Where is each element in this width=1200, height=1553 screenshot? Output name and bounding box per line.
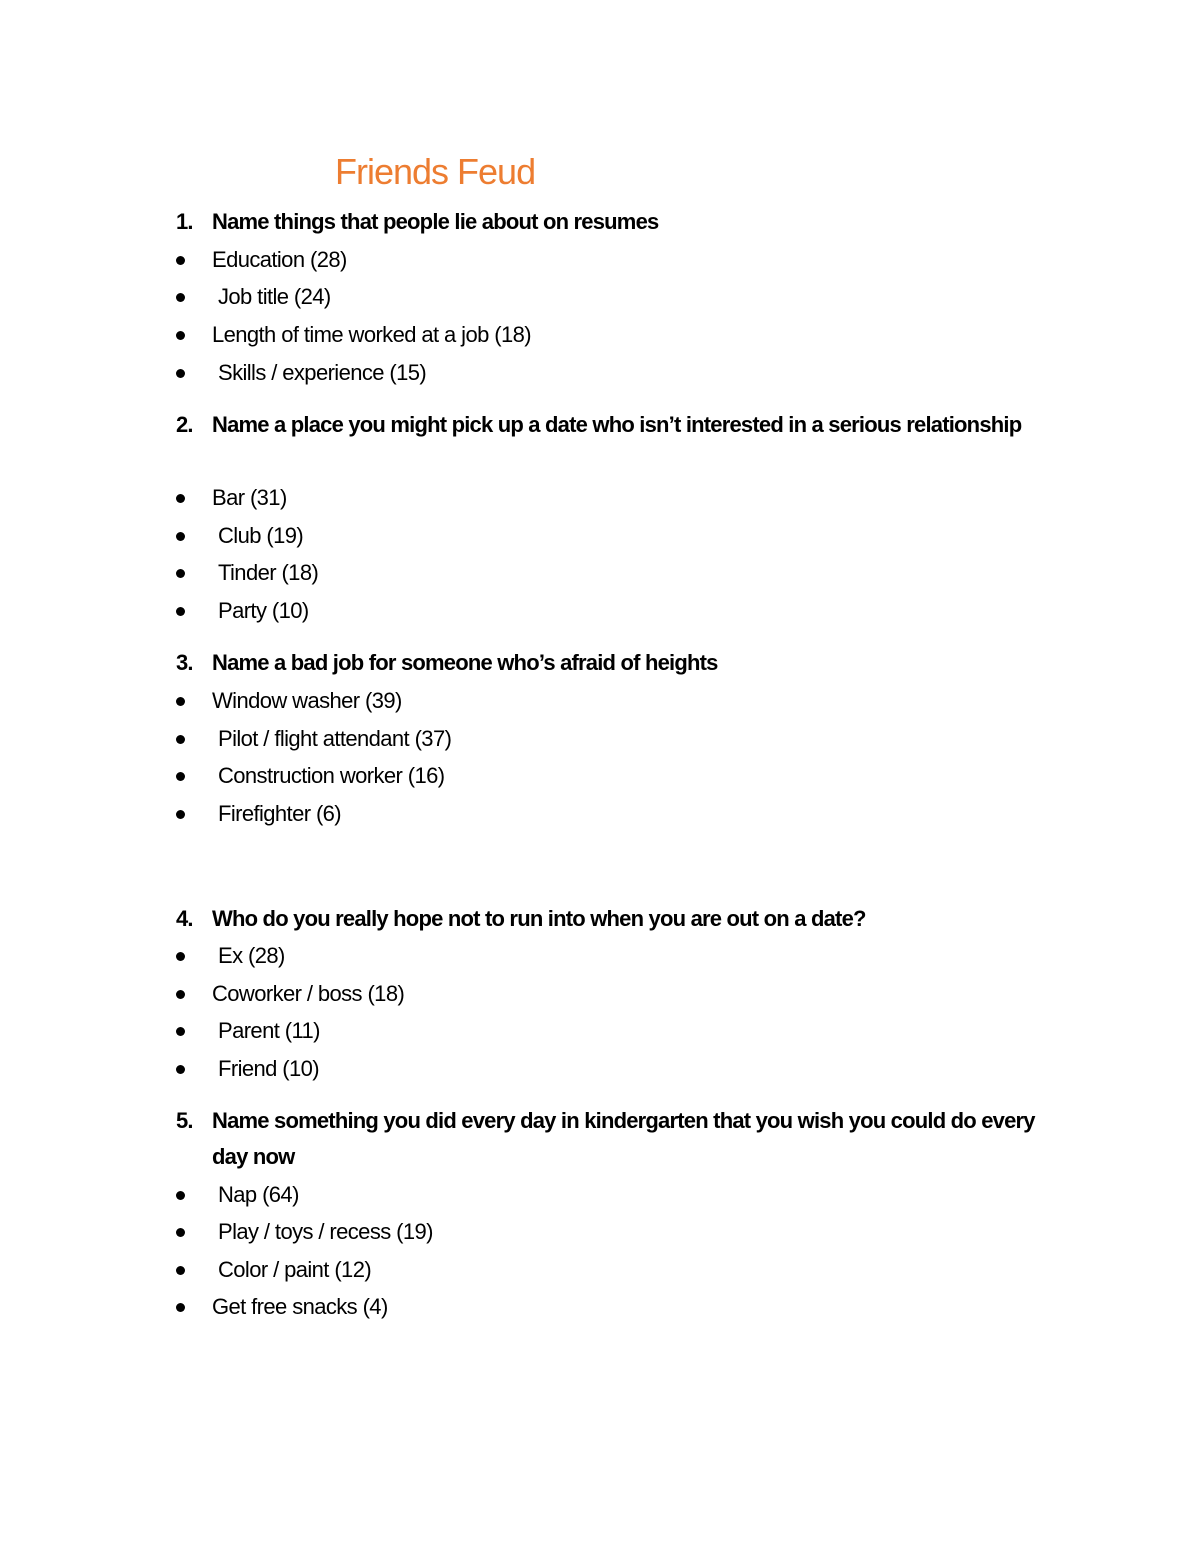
bullet-icon (176, 1266, 185, 1275)
answer-text: Club (19) (218, 523, 304, 548)
question-text: Who do you really hope not to run into when you are out on a date? (212, 906, 866, 931)
bullet-icon (176, 569, 185, 578)
answer-text: Parent (11) (218, 1018, 320, 1043)
answer-text: Party (10) (218, 598, 309, 623)
bullet-icon (176, 1027, 185, 1036)
question-number: 5. (176, 1108, 193, 1133)
question-4 (176, 901, 1046, 937)
answer-text: Ex (28) (218, 943, 285, 968)
answer-text: Color / paint (12) (218, 1257, 372, 1282)
answer-text: Construction worker (16) (218, 763, 445, 788)
question-2 (176, 407, 1046, 443)
bullet-icon (176, 494, 185, 503)
answer-text: Nap (64) (218, 1182, 299, 1207)
answer-text: Friend (10) (218, 1056, 319, 1081)
question-text: Name a place you might pick up a date who isn’t interested in a serious relationship (212, 412, 1022, 437)
page-title: Friends Feud (335, 151, 536, 192)
bullet-icon (176, 369, 185, 378)
bullet-icon (176, 1228, 185, 1237)
bullet-icon (176, 772, 185, 781)
answer-text: Window washer (39) (212, 688, 402, 713)
bullet-icon (176, 1303, 185, 1312)
answer-text: Firefighter (6) (218, 801, 342, 826)
answer-text: Coworker / boss (18) (212, 981, 405, 1006)
question-5 (176, 1103, 1046, 1175)
question-text: Name a bad job for someone who’s afraid of heights (212, 650, 718, 675)
answer-text: Tinder (18) (218, 560, 319, 585)
answer-text: Get free snacks (4) (212, 1294, 388, 1319)
bullet-icon (176, 697, 185, 706)
bullet-icon (176, 1065, 185, 1074)
answer-text: Education (28) (212, 247, 347, 272)
bullet-icon (176, 1191, 185, 1200)
bullet-icon (176, 256, 185, 265)
answer-text: Bar (31) (212, 485, 287, 510)
answer-text: Pilot / flight attendant (37) (218, 726, 452, 751)
question-number: 3. (176, 650, 193, 675)
bullet-icon (176, 607, 185, 616)
bullet-icon (176, 952, 185, 961)
answer-text: Length of time worked at a job (18) (212, 322, 531, 347)
bullet-icon (176, 735, 185, 744)
bullet-icon (176, 532, 185, 541)
question-text: Name something you did every day in kindergarten that you wish you could do every day now (212, 1108, 1035, 1169)
bullet-icon (176, 810, 185, 819)
answer-text: Play / toys / recess (19) (218, 1219, 433, 1244)
bullet-icon (176, 990, 185, 999)
question-text: Name things that people lie about on resumes (212, 209, 659, 234)
question-number: 2. (176, 412, 193, 437)
answer-text: Job title (24) (218, 284, 331, 309)
question-1 (176, 204, 1046, 240)
answer-text: Skills / experience (15) (218, 360, 427, 385)
bullet-icon (176, 331, 185, 340)
question-number: 1. (176, 209, 193, 234)
bullet-icon (176, 293, 185, 302)
question-number: 4. (176, 906, 193, 931)
question-3 (176, 645, 1046, 681)
